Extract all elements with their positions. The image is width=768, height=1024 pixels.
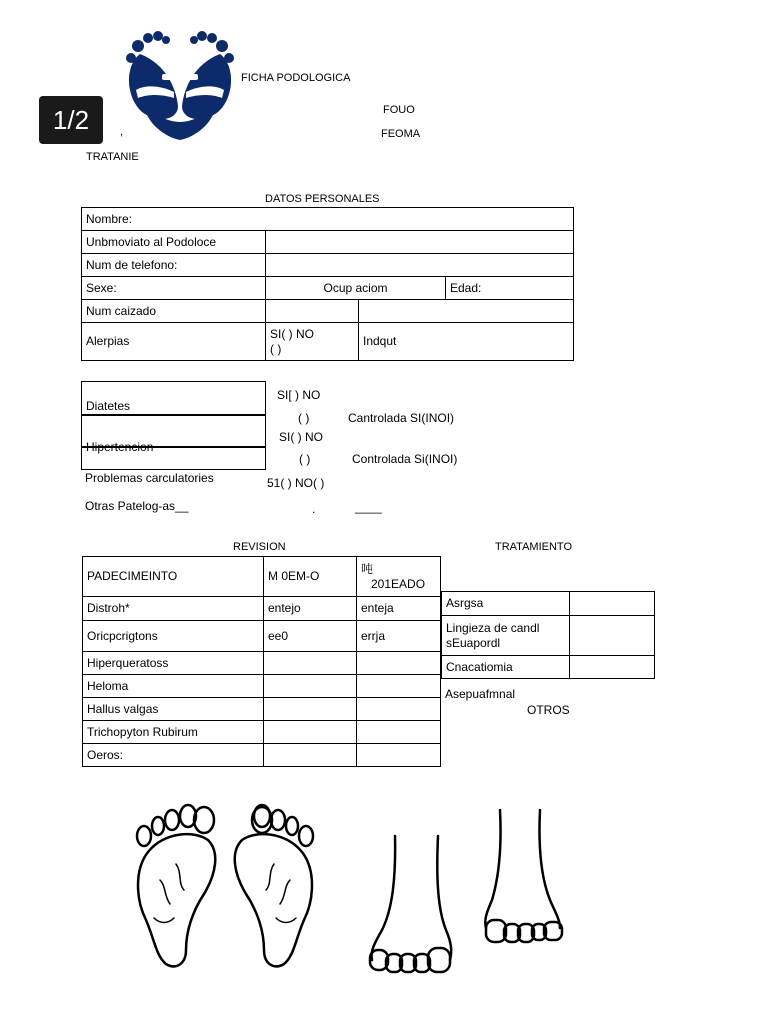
revision-cell[interactable] bbox=[264, 721, 357, 744]
foot-diagram bbox=[120, 800, 720, 984]
svg-text:ON: ON bbox=[175, 61, 185, 68]
revision-cell: Oeros: bbox=[83, 744, 264, 767]
alergias-paren: ( ) bbox=[270, 341, 282, 356]
hipertension-si-no[interactable]: SI( ) NO bbox=[279, 430, 323, 444]
revision-cell[interactable] bbox=[357, 675, 441, 698]
diabetes-si-no[interactable]: SI[ ) NO bbox=[277, 388, 321, 402]
revision-cell[interactable]: errja bbox=[357, 621, 441, 652]
revision-cell[interactable] bbox=[357, 721, 441, 744]
table-row bbox=[83, 621, 441, 652]
revision-cell[interactable]: entejo bbox=[264, 597, 357, 621]
right-sole-icon bbox=[235, 805, 313, 966]
revision-cell[interactable] bbox=[264, 744, 357, 767]
revision-cell[interactable] bbox=[264, 675, 357, 698]
revision-table bbox=[82, 556, 441, 767]
revision-header-padecimiento: PADECIMEINTO bbox=[83, 557, 264, 597]
table-row bbox=[83, 698, 441, 721]
tratamiento-item bbox=[442, 616, 570, 656]
table-row bbox=[442, 592, 655, 616]
diabetes-controlada[interactable]: Cantrolada SI(INOI) bbox=[348, 411, 455, 425]
tratante-label: TRATANIE bbox=[86, 151, 139, 163]
tratamiento-item: Cnacatiomia bbox=[442, 656, 570, 679]
revision-cell[interactable] bbox=[357, 698, 441, 721]
indique-field[interactable] bbox=[359, 323, 574, 361]
revision-cell: Trichopyton Rubirum bbox=[83, 721, 264, 744]
revision-heading: REVISION bbox=[233, 541, 286, 553]
revision-cell[interactable] bbox=[264, 652, 357, 675]
calzado-label: Num caizado bbox=[82, 300, 266, 323]
revision-cell: Distroh* bbox=[83, 597, 264, 621]
revision-cell[interactable]: ee0 bbox=[264, 621, 357, 652]
revision-cell[interactable] bbox=[357, 652, 441, 675]
tratamiento-extra: Asepuafmnal bbox=[445, 687, 516, 701]
tratamiento-item-line1: Lingieza de candl bbox=[446, 620, 540, 635]
tratamiento-item-line2: sEuapordl bbox=[446, 635, 501, 650]
revision-cell: Hiperqueratoss bbox=[83, 652, 264, 675]
revision-cell: Heloma bbox=[83, 675, 264, 698]
motivo-field[interactable] bbox=[266, 231, 574, 254]
revision-cell: Oricpcrigtons bbox=[83, 621, 264, 652]
left-sole-icon bbox=[137, 805, 215, 966]
tratamiento-check[interactable] bbox=[570, 592, 655, 616]
otros-label: OTROS bbox=[527, 703, 570, 717]
tratamiento-heading: TRATAMIENTO bbox=[495, 541, 572, 553]
folio-label: FOUO bbox=[383, 104, 415, 116]
edad-label: Edad: bbox=[446, 277, 574, 300]
clinic-logo bbox=[118, 26, 242, 142]
table-row bbox=[83, 744, 441, 767]
tratamiento-check[interactable] bbox=[570, 616, 655, 656]
tratamiento-table bbox=[441, 591, 655, 679]
datos-personales-heading: DATOS PERSONALES bbox=[265, 193, 380, 205]
calzado-extra-field[interactable] bbox=[359, 300, 574, 323]
otras-dot: . bbox=[312, 502, 316, 516]
revision-header-momento: M 0EM-O bbox=[264, 557, 357, 597]
revision-header-estado bbox=[357, 557, 441, 597]
circulatorios-si-no[interactable]: 51( ) NO( ) bbox=[267, 476, 325, 490]
hipertension-controlada[interactable]: Controlada Si(INOI) bbox=[352, 452, 458, 466]
diabetes-paren[interactable]: ( ) bbox=[298, 411, 310, 425]
telefono-field[interactable] bbox=[266, 254, 574, 277]
telefono-label: Num de telefono: bbox=[82, 254, 266, 277]
hipertension-paren[interactable]: ( ) bbox=[299, 452, 311, 466]
date-label: FEOMA bbox=[381, 128, 421, 140]
motivo-label: Unbmoviato al Podoloce bbox=[82, 231, 266, 254]
page-indicator: 1/2 bbox=[39, 96, 103, 144]
otras-line[interactable]: ____ bbox=[355, 500, 382, 514]
revision-header-estado-label: 201EADO bbox=[371, 576, 426, 591]
hipertension-label: Hipertencion bbox=[86, 440, 154, 454]
table-row bbox=[83, 721, 441, 744]
otras-label: Otras Patelog-as__ bbox=[85, 499, 189, 513]
revision-cell[interactable] bbox=[357, 744, 441, 767]
ocupacion-label: Ocup aciom bbox=[266, 277, 446, 300]
revision-cell[interactable] bbox=[264, 698, 357, 721]
revision-cell: Hallus valgas bbox=[83, 698, 264, 721]
table-row bbox=[83, 597, 441, 621]
circulatorios-label: Problemas carculatories bbox=[85, 471, 214, 485]
front-foot-left-icon bbox=[370, 836, 451, 972]
table-row bbox=[442, 656, 655, 679]
comma-mark: , bbox=[120, 126, 124, 138]
alergias-options[interactable] bbox=[266, 323, 359, 361]
nombre-label: Nombre: bbox=[86, 211, 133, 226]
diabetes-label: Diatetes bbox=[86, 399, 131, 413]
tratamiento-item: Asrgsa bbox=[442, 592, 570, 616]
form-title: FICHA PODOLOGICA bbox=[241, 72, 351, 84]
front-foot-right-icon bbox=[485, 810, 562, 942]
table-row bbox=[83, 652, 441, 675]
alergias-si-no: SI( ) NO bbox=[270, 326, 314, 341]
nombre-field[interactable] bbox=[82, 208, 574, 231]
personal-data-table bbox=[81, 207, 574, 361]
sexo-label: Sexe: bbox=[82, 277, 266, 300]
indique-label: Indqut bbox=[363, 334, 397, 348]
revision-header-glyph: 吨 bbox=[361, 561, 374, 576]
revision-cell[interactable]: enteja bbox=[357, 597, 441, 621]
table-row bbox=[442, 616, 655, 656]
table-row bbox=[83, 675, 441, 698]
alergias-label: Alerpias bbox=[82, 323, 266, 361]
calzado-field[interactable] bbox=[266, 300, 359, 323]
tratamiento-check[interactable] bbox=[570, 656, 655, 679]
